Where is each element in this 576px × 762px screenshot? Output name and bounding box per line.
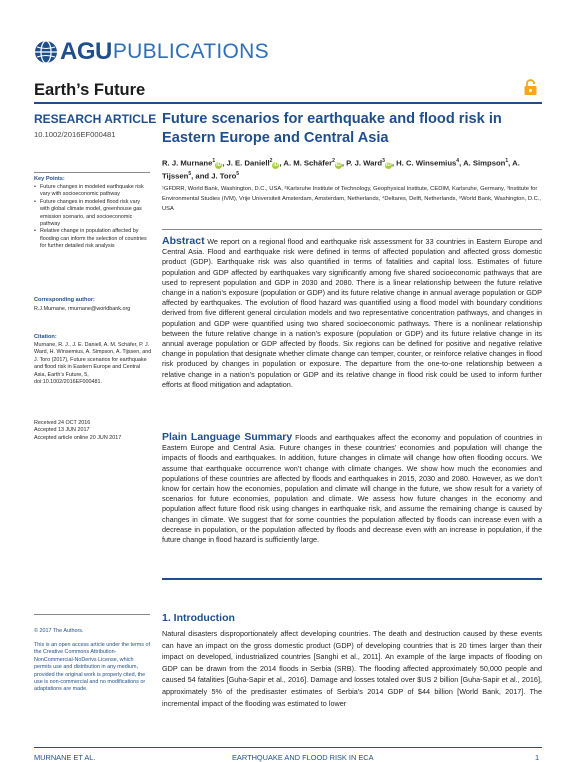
received-date: Received 24 OCT 2016 [34,420,91,426]
author-affiliation-mark: 1 [212,158,216,164]
corresponding-author[interactable]: R.J.Murnane, rmurnane@worldbank.org [34,306,131,312]
page-number: 1 [535,753,540,762]
author-affiliation-mark: 2 [332,158,335,164]
plain-language-summary-text: Floods and earthquakes affect the economy and population of countries in Eastern Europe and Central Asia. Future changes in these countries’ economies and population will change the impacts of floods and earthquakes. In addition, future changes in climate will change how often flooding occurs. We assume that earthquake occurrence won’t change with climate changes. We show how much the economies and populations of these countries are affected by floods and earthquakes in 2015, 2030 and 2080. However, as we don’t know for certain how the economies, population and climate will change in the future, we show result for a variety of scenarios for future economies, population and climate. We assess how future changes in the economy and population affect future flood risk using changes in earthquake risk, and assume the remaining change is caused by changes in climate. We suggest that for some countries the population affected by floods can increase even with a decrease in population, or the population affected by floods and decrease even with an increase in population, if the future change in flood hazard is sufficiently large. [162,433,543,545]
journal-name: Earth’s Future [34,81,146,99]
accepted-date: Accepted 13 JUN 2017 [34,427,90,434]
author-affiliation-mark: 5 [236,171,240,178]
plain-language-summary-heading: Plain Language Summary [162,431,293,443]
citation-title: Citation: [34,334,57,340]
key-point: • Relative change in population affected by flooding can inform the selection of countries for further detailed risk analysis [34,228,150,250]
orcid-icon[interactable]: iD [216,161,222,168]
author-name: P. J. Ward [346,158,383,168]
abstract-section [162,236,542,390]
affiliations: ¹GFDRR, World Bank, Washington, D.C., USA, ²Karlsruhe Institute of Technology, Geophysical Institute, CEDIM, Karlsruhe, Germany, ³Institute for Environmental Studies (IVM), Vrije Universiteit Amsterdam, Amsterdam, Netherlands, ⁴Deltares, Delft, Netherlands, ⁵World Bank, Washington, D.C., USA [162,186,542,213]
orcid-icon[interactable]: iD [335,161,341,168]
left-column-rule [34,172,150,173]
plain-language-summary-section [162,432,542,545]
abstract-heading: Abstract [162,235,205,247]
title-block-rule [162,229,542,230]
author-affiliation-mark: 3 [382,158,385,164]
logo-publications-text: PUBLICATIONS [112,40,269,63]
author-name: A. M. Schäfer [283,158,333,168]
author-name: A. Simpson [463,158,506,168]
footer-running-title: EARTHQUAKE AND FLOOD RISK IN ECA [232,753,374,762]
author-name: J. E. Daniell [226,158,270,168]
agu-publications-logo [34,36,269,68]
article-type: RESEARCH ARTICLE [34,112,157,126]
abstract-rule [162,578,542,580]
author-list: R. J. Murnane$^1$iD, J. E. Daniell$^2$iD, A. M. Schäfer$^2$iD, P. J. Ward$^3$iD, H. C. Winsemius$^4$, A. Simpson$^1$, A. Tijssen$^5$, and J. Toro$^5$ [162,158,520,181]
license-text: This is an open access article under the terms of the Creative Commons Attribution-NonCommercial-NoDerivs License, which permits use and distribution in any medium, provided the original work is properly cited, the use is non-commercial and no modifications or adaptations are made. [34,642,150,693]
key-points-list [34,184,150,251]
key-point: • Future changes in modeled flood risk vary with global climate model, greenhouse gas emission scenario, and socioeconomic pathway [34,199,150,229]
author-affiliation-mark: 1 [505,158,509,164]
corresponding-author-title: Corresponding author: [34,297,95,303]
globe-icon [34,40,58,64]
copyright: © 2017 The Authors. [34,628,84,634]
article-doi[interactable]: 10.1002/2016EF000481 [34,130,116,139]
orcid-icon[interactable]: iD [273,161,279,168]
footer-rule [34,747,542,748]
open-access-lock-icon[interactable] [522,79,539,96]
author-affiliation-mark: 2 [269,158,273,164]
logo-agu-text: AGU [60,38,112,65]
key-point: • Future changes in modeled earthquake risk vary with socioeconomic pathway [34,184,150,199]
author-name: A. Tijssen [162,158,520,181]
key-points-title: Key Points: [34,176,65,182]
accepted-online-date: Accepted article online 20 JUN 2017 [34,434,122,441]
abstract-text: We report on a regional flood and earthquake risk assessment for 33 countries in Eastern Europe and Central Asia. Flood and earthquake risk were defined in terms of affected population and affected gross domestic product (GDP). Earthquake risk was also quantified in terms of fatalities and capital loss. Estimates of future population and GDP affected by earthquakes vary significantly among five shared socioeconomic pathways that are used to represent population and GDP in 2030 and 2080. There is a linear relationship between the future relative change in a nation’s exposure (population or GDP) and its future relative change in annual average population or GDP affected by earthquakes. The evolution of flood hazard was quantified using a flood model with boundary conditions derived from five different general circulation models and two representative concentration pathways, and changes in population and GDP were quantified using two shared socioeconomic pathways. There is a nonlinear relationship between the future relative change in a nation’s exposure (population or GDP) and its future relative change in its annual average population or GDP affected by floods. Six regions can be defined for positive and negative relative change in population that designate whether climate change can temper, counter, or reinforce relative changes in flood risk produced by changes in population or exposure. The departure from the one-to-one relationship between a relative change in a nation’s population or GDP and its relative change in flood risk could be used to inform further efforts at flood mitigation and adaptation. [162,237,543,389]
introduction-text: Natural disasters disproportionately affect developing countries. The death and destruction caused by these events can have an impact on the gross domestic product (GDP) of developing countries that is 20 times larger than their impact on developed, industrialized countries [Sanghi et al., 2011]. An example of the large impacts of flooding on GDP can be drawn from the 2014 floods in Serbia (SRB). The flooding affected approximately 50,000 people and caused 54 fatalities [Guha-Sapir et al., 2016]. Damage and losses totaled over $US 2 billion [Guha-Sapir et al., 2016], approximately 5% of the predisaster estimates of Serbia’s 2014 GDP of $44 billion [World Bank, 2017]. The incremental impact of the flooding was estimated to lower [162,629,542,708]
footer-authors: MURNANE ET AL. [34,753,96,762]
author-affiliation-mark: 5 [188,171,192,178]
author-name: R. J. Murnane [162,158,213,168]
author-name: J. Toro [211,171,237,181]
article-dates [34,420,152,442]
author-name: H. C. Winsemius [396,158,457,168]
introduction-heading: 1. Introduction [162,612,235,624]
author-affiliation-mark: 4 [456,158,460,164]
left-column-rule-bottom [34,614,150,615]
orcid-icon[interactable]: iD [385,161,391,168]
article-title: Future scenarios for earthquake and flood risk in Eastern Europe and Central Asia [162,111,502,146]
citation-text: Murnane, R. J., J. E. Daniell, A. M. Schäfer, P. J. Ward, H. Winsemius, A. Simpson, A. Tijssen, and J. Toro (2017), Future scenarios for earthquake and flood risk in Eastern Europe and Central Asia, Earth’s Future, 5, doi:10.1002/2016EF000481. [34,342,152,386]
header-rule [34,102,542,104]
